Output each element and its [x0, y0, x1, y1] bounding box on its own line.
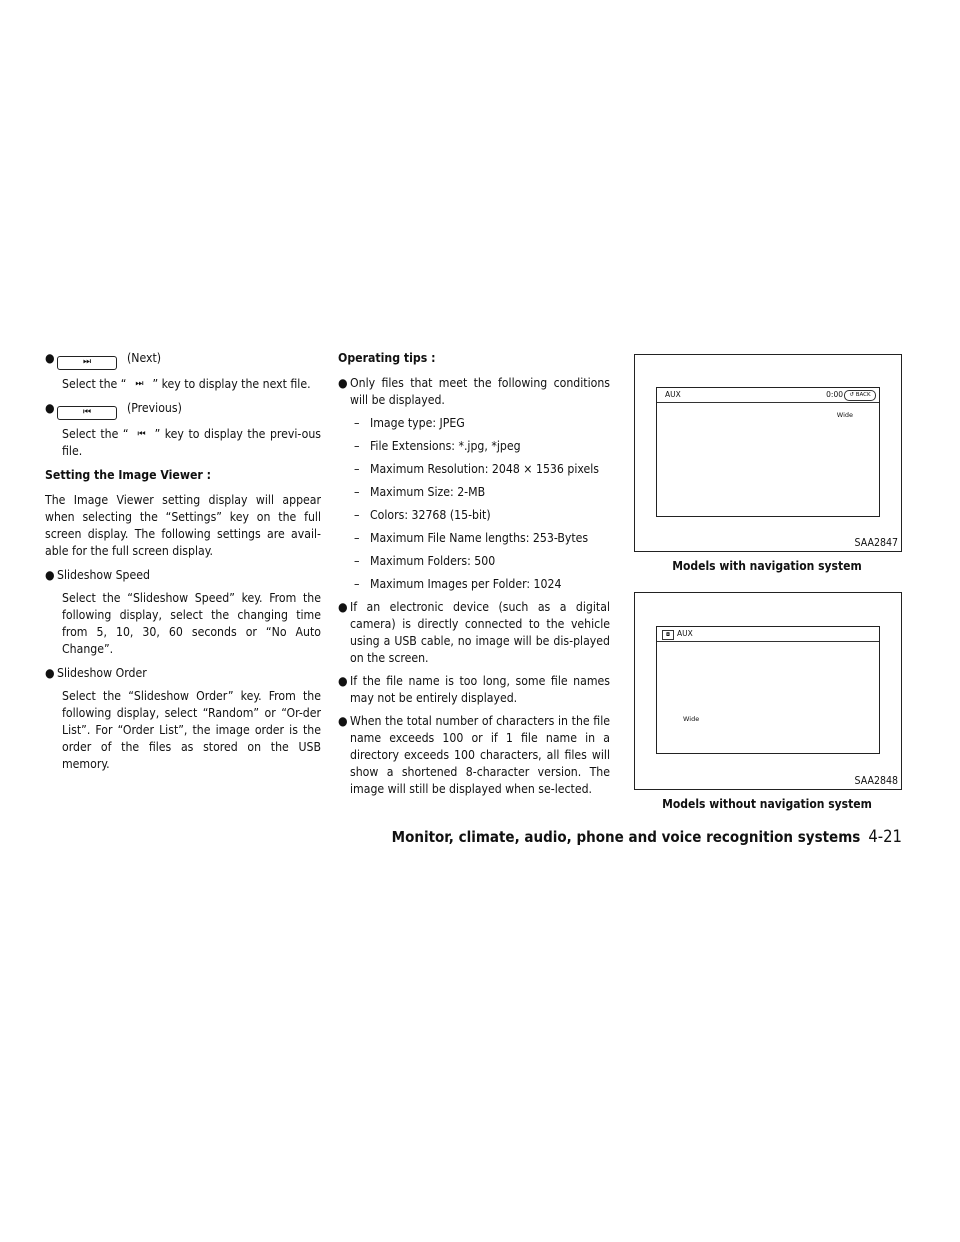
- slideshow-speed-item: [45, 567, 321, 584]
- previous-label: (Previous): [127, 401, 182, 415]
- condition-text: Maximum Resolution: 2048 × 1536 pixels: [370, 462, 599, 476]
- figure-caption: Models without navigation system: [662, 797, 872, 811]
- condition-item: – Colors: 32768 (15-bit): [354, 508, 491, 522]
- bullet-icon: ●: [45, 351, 55, 365]
- screen-time-label: 0:00: [826, 390, 843, 399]
- condition-item: – Maximum File Name lengths: 253-Bytes: [354, 531, 589, 545]
- next-track-icon: ⏭: [135, 379, 144, 389]
- tip-item: [338, 375, 610, 409]
- tip-text: When the total number of characters in the file name exceeds 100 or if 1 file name in a directory exceeds 100 characters, all files will show a shortened 8-character version. The image will still be displayed when se-lected.: [350, 714, 610, 796]
- bullet-icon: ●: [45, 401, 55, 415]
- tip-item: [338, 673, 610, 707]
- slideshow-speed-description: Select the “Slideshow Speed” key. From the following display, select the changing time from 5, 10, 30, 60 seconds or “No Auto Change”.: [62, 591, 321, 656]
- condition-text: Maximum Size: 2-MB: [370, 485, 486, 499]
- figure-code: SAA2847: [854, 537, 898, 549]
- bullet-icon: ●: [45, 666, 55, 680]
- screen-header-bar: [657, 388, 879, 403]
- middle-column: [338, 350, 610, 804]
- condition-item: – Maximum Folders: 500: [354, 554, 496, 568]
- page-number: 4-21: [868, 827, 902, 846]
- condition-text: File Extensions: *.jpg, *jpeg: [370, 439, 521, 453]
- tip-text: Only files that meet the following conditions will be displayed.: [350, 376, 610, 407]
- previous-item: [45, 400, 321, 420]
- page-footer: [392, 827, 902, 847]
- tip-item: [338, 599, 610, 667]
- next-item: [45, 350, 321, 370]
- condition-item: – Maximum Size: 2-MB: [354, 485, 486, 499]
- tip-text: If an electronic device (such as a digital camera) is directly connected to the vehicle using a USB cable, no image will be dis-played on the screen.: [350, 600, 610, 665]
- condition-text: Maximum Folders: 500: [370, 554, 496, 568]
- screen-source-label: AUX: [677, 629, 693, 638]
- left-column: [45, 350, 321, 780]
- bullet-icon: ●: [338, 376, 348, 390]
- condition-item: – File Extensions: *.jpg, *jpeg: [354, 439, 521, 453]
- screen-mode-label: Wide: [683, 715, 700, 723]
- section-title: Monitor, climate, audio, phone and voice recognition systems: [391, 828, 861, 846]
- next-label: (Next): [127, 351, 162, 365]
- bullet-icon: ●: [338, 714, 348, 728]
- previous-track-icon: ⏮: [137, 429, 146, 439]
- screen-illustration: [656, 626, 880, 754]
- condition-text: Image type: JPEG: [370, 416, 465, 430]
- screen-illustration: [656, 387, 880, 517]
- screen-header-bar: [657, 627, 879, 642]
- screen-source-label: AUX: [665, 390, 681, 399]
- figure-code: SAA2848: [854, 775, 898, 787]
- slideshow-order-description: Select the “Slideshow Order” key. From the following display, select “Random” or “Or-der List”. For “Order List”, the image order is the order of the files as stored on the USB memory.: [62, 689, 321, 771]
- slideshow-order-item: [45, 665, 321, 682]
- slideshow-order-title: Slideshow Order: [57, 666, 147, 680]
- next-description: Select the “ ⏭ ” key to display the next file.: [62, 377, 311, 391]
- setting-heading: Setting the Image Viewer :: [45, 468, 211, 482]
- operating-tips-heading: Operating tips :: [338, 351, 436, 365]
- bullet-icon: ●: [338, 600, 348, 614]
- condition-text: Maximum Images per Folder: 1024: [370, 577, 562, 591]
- setting-paragraph: The Image Viewer setting display will appear when selecting the “Settings” key on the full screen display. The following settings are avail-able for the full screen display.: [45, 493, 321, 558]
- screen-mode-label: Wide: [836, 411, 853, 419]
- figure-without-navigation: [634, 592, 902, 790]
- tip-item: [338, 713, 610, 798]
- previous-description: Select the “ ⏮ ” key to display the previ-ous file.: [62, 427, 321, 458]
- next-track-icon: ⏭: [57, 356, 117, 370]
- condition-item: – Maximum Resolution: 2048 × 1536 pixels: [354, 462, 599, 476]
- previous-track-icon: ⏮: [57, 406, 117, 420]
- condition-text: Colors: 32768 (15-bit): [370, 508, 491, 522]
- camera-icon: ◘: [662, 630, 674, 640]
- tip-text: If the file name is too long, some file names may not be entirely displayed.: [350, 674, 610, 705]
- condition-item: – Maximum Images per Folder: 1024: [354, 577, 562, 591]
- screen-back-button: ↺ BACK: [844, 390, 876, 401]
- bullet-icon: ●: [338, 674, 348, 688]
- condition-text: Maximum File Name lengths: 253-Bytes: [370, 531, 589, 545]
- slideshow-speed-title: Slideshow Speed: [57, 568, 150, 582]
- condition-item: – Image type: JPEG: [354, 416, 465, 430]
- bullet-icon: ●: [45, 568, 55, 582]
- figure-caption: Models with navigation system: [672, 559, 862, 573]
- figure-with-navigation: [634, 354, 902, 552]
